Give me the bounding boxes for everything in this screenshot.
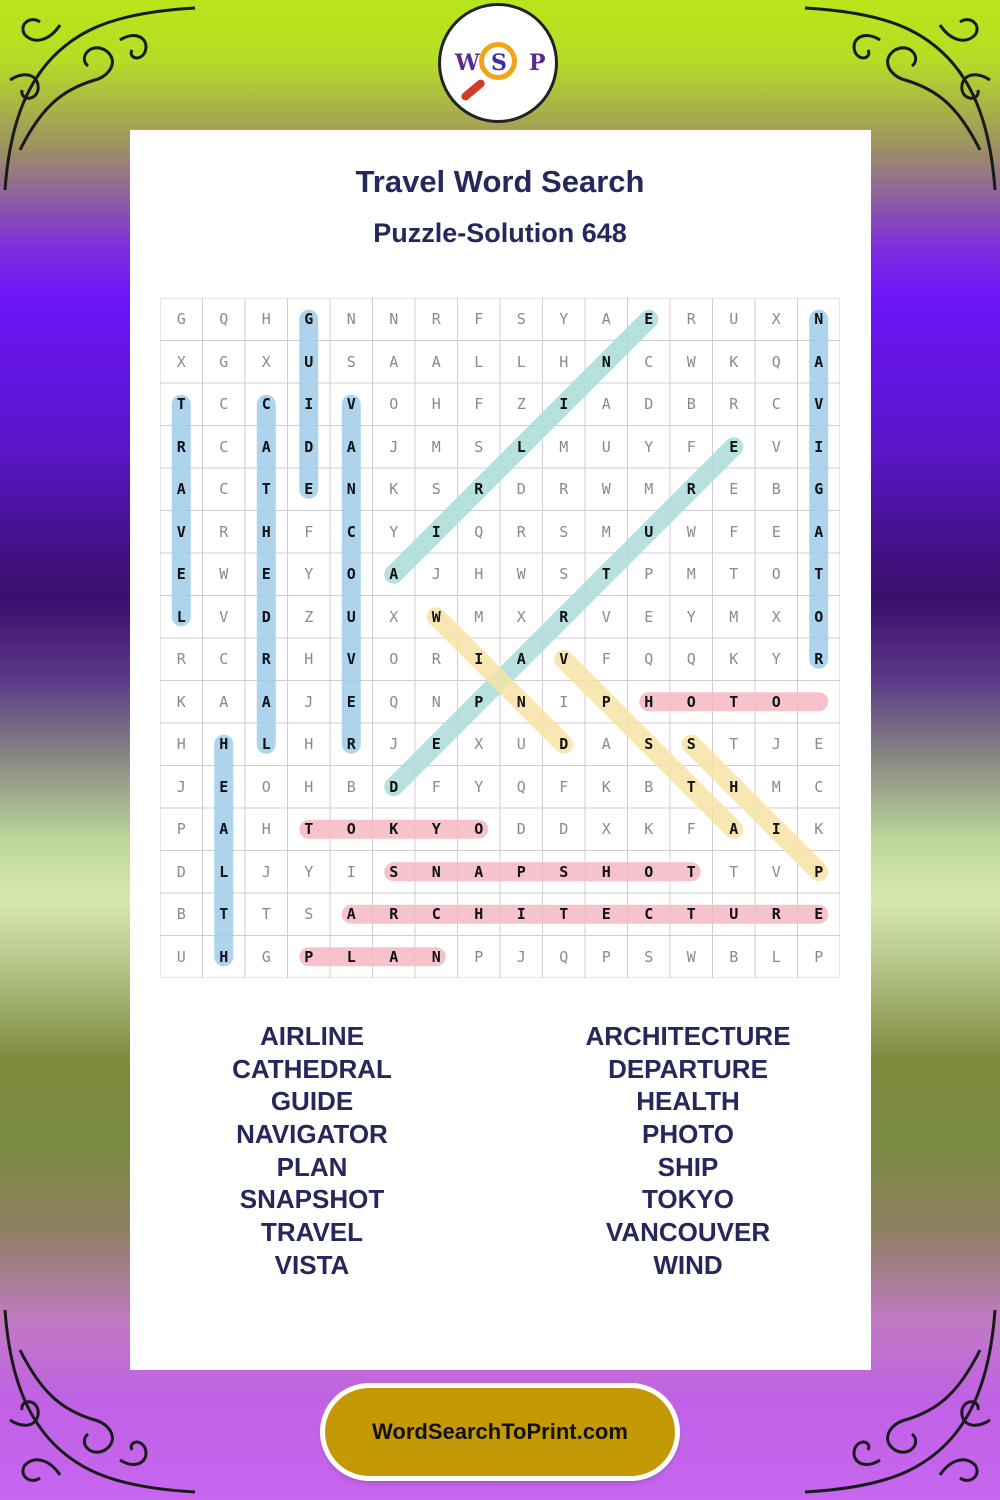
grid-cell: Q — [516, 777, 526, 796]
grid-cell: F — [304, 522, 314, 541]
grid-cell: T — [176, 395, 186, 414]
grid-cell: G — [304, 310, 314, 329]
grid-cell: K — [729, 352, 739, 371]
grid-cell: I — [516, 905, 526, 924]
grid-cell: D — [261, 607, 271, 626]
grid-cell: T — [304, 820, 314, 839]
grid-cell: N — [431, 692, 441, 711]
grid-cell: A — [814, 522, 824, 541]
word-list-item: NAVIGATOR — [236, 1119, 388, 1150]
grid-cell: M — [644, 480, 654, 499]
grid-cell: E — [729, 480, 739, 499]
grid-cell: Q — [771, 352, 781, 371]
grid-cell: U — [304, 352, 314, 371]
grid-cell: E — [176, 565, 186, 584]
grid-cell: I — [431, 522, 441, 541]
grid-cell: T — [219, 905, 229, 924]
grid-cell: T — [729, 862, 739, 881]
grid-cell: T — [686, 905, 696, 924]
grid-cell: E — [644, 607, 654, 626]
grid-cell: A — [346, 905, 356, 924]
wsp-logo[interactable] — [438, 3, 558, 123]
grid-cell — [798, 681, 841, 724]
grid-cell: J — [771, 735, 781, 754]
grid-cell: B — [346, 777, 356, 796]
grid-cell: S — [304, 905, 314, 924]
grid-cell: Q — [389, 692, 399, 711]
grid-cell: W — [219, 565, 229, 584]
grid-cell: E — [814, 905, 824, 924]
grid-cell: H — [474, 565, 484, 584]
grid-cell: A — [389, 565, 399, 584]
grid-cell: V — [814, 395, 824, 414]
grid-cell: Y — [389, 522, 399, 541]
grid-cell: X — [261, 352, 271, 371]
grid-cell: G — [176, 310, 186, 329]
grid-cell: C — [219, 437, 229, 456]
word-search-grid — [160, 298, 840, 978]
grid-cell: I — [304, 395, 314, 414]
grid-cell: A — [261, 692, 271, 711]
grid-cell: H — [474, 905, 484, 924]
grid-cell: H — [644, 692, 654, 711]
grid-cell: P — [814, 947, 824, 966]
grid-cell: A — [176, 480, 186, 499]
grid-cell: R — [686, 480, 696, 499]
grid-cell: M — [431, 437, 441, 456]
grid-cell: U — [176, 947, 186, 966]
grid-cell: H — [729, 777, 739, 796]
grid-cell: H — [219, 735, 229, 754]
grid-cell: L — [771, 947, 781, 966]
grid-cell: U — [346, 607, 356, 626]
grid-cell: F — [431, 777, 441, 796]
grid-cell: X — [601, 820, 611, 839]
grid-cell: P — [516, 862, 526, 881]
grid-cell: N — [431, 862, 441, 881]
site-link-label: WordSearchToPrint.com — [372, 1419, 628, 1444]
grid-cell: L — [516, 437, 526, 456]
grid-cell: S — [346, 352, 356, 371]
grid-cell: C — [644, 352, 654, 371]
grid-cell: M — [771, 777, 781, 796]
grid-cell: P — [601, 692, 611, 711]
grid-cell: H — [219, 947, 229, 966]
grid-cell: I — [559, 395, 569, 414]
word-list-item: VANCOUVER — [605, 1217, 771, 1248]
grid-cell: R — [771, 905, 781, 924]
grid-cell: O — [346, 565, 356, 584]
grid-cell: K — [644, 820, 654, 839]
grid-cell: A — [601, 310, 611, 329]
grid-cell: S — [644, 947, 654, 966]
grid-cell: Z — [516, 395, 526, 414]
grid-cell: J — [516, 947, 526, 966]
grid-cell: M — [601, 522, 611, 541]
grid-cell: R — [729, 395, 739, 414]
grid-cell: H — [601, 862, 611, 881]
grid-cell: R — [474, 480, 484, 499]
letter-grid — [160, 298, 840, 978]
grid-cell: A — [516, 650, 526, 669]
grid-cell: U — [644, 522, 654, 541]
grid-cell: F — [686, 820, 696, 839]
grid-cell: X — [474, 735, 484, 754]
grid-cell: K — [601, 777, 611, 796]
grid-cell: H — [304, 650, 314, 669]
grid-cell: E — [729, 437, 739, 456]
grid-cell: J — [431, 565, 441, 584]
grid-cell: F — [474, 310, 484, 329]
grid-cell: Y — [304, 862, 314, 881]
grid-cell: D — [644, 395, 654, 414]
grid-cell: C — [814, 777, 824, 796]
grid-cell: S — [559, 565, 569, 584]
grid-cell: N — [814, 310, 824, 329]
grid-cell: L — [176, 607, 186, 626]
grid-cell: C — [431, 905, 441, 924]
grid-cell: P — [176, 820, 186, 839]
grid-cell: R — [559, 480, 569, 499]
grid-cell: X — [389, 607, 399, 626]
grid-cell: D — [176, 862, 186, 881]
grid-cell: C — [771, 395, 781, 414]
grid-cell: W — [601, 480, 611, 499]
grid-cell: N — [346, 480, 356, 499]
grid-cell: O — [644, 862, 654, 881]
grid-cell: A — [389, 352, 399, 371]
grid-cell: P — [474, 692, 484, 711]
grid-cell: H — [304, 777, 314, 796]
grid-cell: T — [686, 862, 696, 881]
grid-cell: R — [261, 650, 271, 669]
logo-letter-w: W — [455, 50, 480, 76]
grid-cell: K — [729, 650, 739, 669]
grid-cell: R — [814, 650, 824, 669]
grid-cell: K — [814, 820, 824, 839]
grid-cell: B — [644, 777, 654, 796]
grid-cell: R — [176, 650, 186, 669]
grid-cell: D — [304, 437, 314, 456]
grid-cell: Y — [431, 820, 441, 839]
grid-cell: B — [771, 480, 781, 499]
grid-cell: U — [601, 437, 611, 456]
grid-cell: E — [261, 565, 271, 584]
word-list-item: SHIP — [657, 1151, 719, 1182]
grid-cell: B — [686, 395, 696, 414]
grid-cell: A — [431, 352, 441, 371]
grid-cell: Q — [219, 310, 229, 329]
grid-cell: J — [261, 862, 271, 881]
grid-cell: K — [389, 820, 399, 839]
grid-cell: S — [559, 522, 569, 541]
grid-cell: S — [389, 862, 399, 881]
grid-cell: O — [771, 692, 781, 711]
grid-cell: Y — [686, 607, 696, 626]
grid-cell: V — [771, 437, 781, 456]
grid-cell: H — [261, 310, 271, 329]
grid-cell: U — [729, 310, 739, 329]
grid-cell: O — [771, 565, 781, 584]
grid-cell: P — [474, 947, 484, 966]
grid-cell: W — [686, 352, 696, 371]
grid-cell: C — [644, 905, 654, 924]
grid-cell: V — [559, 650, 569, 669]
grid-cell: O — [814, 607, 824, 626]
grid-cell: T — [686, 777, 696, 796]
grid-cell: Q — [686, 650, 696, 669]
grid-cell: N — [346, 310, 356, 329]
grid-cell: D — [516, 820, 526, 839]
grid-cell: I — [346, 862, 356, 881]
grid-cell: D — [516, 480, 526, 499]
grid-cell: J — [176, 777, 186, 796]
grid-cell: W — [686, 947, 696, 966]
grid-cell: S — [431, 480, 441, 499]
grid-cell: F — [601, 650, 611, 669]
grid-cell: A — [346, 437, 356, 456]
grid-cell: S — [559, 862, 569, 881]
grid-cell: A — [219, 820, 229, 839]
grid-cell: B — [176, 905, 186, 924]
grid-cell: C — [219, 395, 229, 414]
word-list-item: DEPARTURE — [608, 1053, 768, 1084]
grid-cell: M — [729, 607, 739, 626]
grid-cell: L — [474, 352, 484, 371]
grid-cell: G — [261, 947, 271, 966]
grid-cell: O — [346, 820, 356, 839]
grid-cell: E — [771, 522, 781, 541]
page-title: Travel Word Search — [355, 164, 645, 199]
grid-cell: L — [516, 352, 526, 371]
grid-cell: L — [261, 735, 271, 754]
site-link-button[interactable] — [325, 1388, 675, 1476]
grid-cell: J — [389, 437, 399, 456]
grid-cell: S — [474, 437, 484, 456]
grid-cell: R — [219, 522, 229, 541]
grid-cell: A — [601, 735, 611, 754]
grid-cell: P — [304, 947, 314, 966]
grid-cell: R — [389, 905, 399, 924]
grid-cell: O — [389, 395, 399, 414]
grid-cell: T — [261, 480, 271, 499]
word-list-item: SNAPSHOT — [239, 1184, 385, 1215]
grid-cell: W — [431, 607, 441, 626]
grid-cell: P — [644, 565, 654, 584]
grid-cell: Q — [644, 650, 654, 669]
grid-cell: X — [516, 607, 526, 626]
grid-cell: V — [346, 395, 356, 414]
grid-cell: Y — [559, 310, 569, 329]
grid-cell: Y — [644, 437, 654, 456]
grid-cell: R — [559, 607, 569, 626]
grid-cell: O — [261, 777, 271, 796]
grid-cell: W — [686, 522, 696, 541]
grid-cell: T — [729, 692, 739, 711]
grid-cell: S — [686, 735, 696, 754]
grid-cell: X — [771, 310, 781, 329]
word-list-item: GUIDE — [270, 1086, 354, 1117]
grid-cell: T — [729, 565, 739, 584]
grid-cell: A — [601, 395, 611, 414]
grid-cell: C — [261, 395, 271, 414]
grid-cell: O — [389, 650, 399, 669]
grid-cell: K — [176, 692, 186, 711]
grid-cell: A — [814, 352, 824, 371]
word-list-item: VISTA — [274, 1249, 350, 1280]
grid-cell: T — [729, 735, 739, 754]
logo-letter-p: P — [529, 50, 546, 76]
word-list-right — [538, 1020, 838, 1282]
grid-cell: A — [389, 947, 399, 966]
grid-cell: A — [219, 692, 229, 711]
grid-cell: F — [474, 395, 484, 414]
grid-cell: D — [559, 820, 569, 839]
grid-cell: O — [686, 692, 696, 711]
grid-cell: E — [601, 905, 611, 924]
grid-cell: N — [516, 692, 526, 711]
grid-cell: R — [431, 310, 441, 329]
grid-cell: B — [729, 947, 739, 966]
grid-cell: C — [219, 480, 229, 499]
grid-cell: V — [346, 650, 356, 669]
grid-cell: E — [431, 735, 441, 754]
grid-cell: V — [771, 862, 781, 881]
word-list-item: PLAN — [276, 1151, 348, 1182]
word-list-item: TOKYO — [642, 1184, 734, 1215]
grid-cell: J — [389, 735, 399, 754]
grid-cell: N — [431, 947, 441, 966]
grid-cell: C — [219, 650, 229, 669]
grid-cell: F — [686, 437, 696, 456]
grid-cell: F — [729, 522, 739, 541]
grid-cell: L — [346, 947, 356, 966]
grid-cell: F — [559, 777, 569, 796]
grid-cell: C — [346, 522, 356, 541]
grid-cell: E — [814, 735, 824, 754]
grid-cell: H — [176, 735, 186, 754]
grid-cell: H — [261, 522, 271, 541]
word-list-item: CATHEDRAL — [232, 1053, 392, 1084]
grid-cell: Y — [474, 777, 484, 796]
word-list-left — [162, 1020, 462, 1282]
grid-cell: H — [304, 735, 314, 754]
grid-cell: S — [516, 310, 526, 329]
grid-cell: A — [729, 820, 739, 839]
grid-cell: Q — [559, 947, 569, 966]
grid-cell: R — [176, 437, 186, 456]
word-list-item: HEALTH — [636, 1086, 740, 1117]
grid-cell: M — [686, 565, 696, 584]
word-list-item: WIND — [653, 1249, 723, 1280]
grid-cell: R — [516, 522, 526, 541]
grid-cell: Q — [474, 522, 484, 541]
grid-cell: T — [814, 565, 824, 584]
grid-cell: P — [601, 947, 611, 966]
grid-cell: J — [304, 692, 314, 711]
grid-cell: O — [474, 820, 484, 839]
page-subtitle: Puzzle-Solution 648 — [373, 218, 627, 248]
grid-cell: R — [431, 650, 441, 669]
grid-cell: R — [686, 310, 696, 329]
grid-cell: X — [771, 607, 781, 626]
grid-cell: Y — [304, 565, 314, 584]
grid-cell: G — [814, 480, 824, 499]
grid-cell: W — [516, 565, 526, 584]
grid-cell: H — [431, 395, 441, 414]
grid-cell: D — [389, 777, 399, 796]
grid-cell: D — [559, 735, 569, 754]
grid-cell: P — [814, 862, 824, 881]
grid-cell: H — [559, 352, 569, 371]
grid-cell: V — [601, 607, 611, 626]
grid-cell: I — [474, 650, 484, 669]
grid-cell: Z — [304, 607, 314, 626]
grid-cell: R — [346, 735, 356, 754]
grid-cell: E — [219, 777, 229, 796]
grid-cell: U — [729, 905, 739, 924]
grid-cell: H — [261, 820, 271, 839]
grid-cell: E — [304, 480, 314, 499]
grid-cell: M — [559, 437, 569, 456]
grid-cell: K — [389, 480, 399, 499]
grid-cell: A — [261, 437, 271, 456]
grid-cell: T — [601, 565, 611, 584]
magnifier-handle — [460, 78, 487, 102]
grid-cell: Y — [771, 650, 781, 669]
grid-cell: L — [219, 862, 229, 881]
grid-cell: M — [474, 607, 484, 626]
grid-cell: E — [346, 692, 356, 711]
grid-cell: U — [516, 735, 526, 754]
grid-cell: S — [644, 735, 654, 754]
grid-cell: A — [474, 862, 484, 881]
word-list-item: ARCHITECTURE — [585, 1021, 791, 1051]
grid-cell: V — [176, 522, 186, 541]
grid-cell: I — [814, 437, 824, 456]
grid-cell: E — [644, 310, 654, 329]
logo-letter-s: S — [491, 50, 507, 76]
grid-cell: N — [389, 310, 399, 329]
word-list-item: TRAVEL — [260, 1217, 364, 1248]
grid-cell: X — [176, 352, 186, 371]
grid-cell: T — [559, 905, 569, 924]
grid-cell: T — [261, 905, 271, 924]
word-list-item: PHOTO — [642, 1119, 734, 1150]
grid-cell: N — [601, 352, 611, 371]
grid-cell: I — [771, 820, 781, 839]
grid-cell: G — [219, 352, 229, 371]
grid-cell: I — [559, 692, 569, 711]
word-list-item: AIRLINE — [260, 1021, 364, 1051]
grid-cell: V — [219, 607, 229, 626]
